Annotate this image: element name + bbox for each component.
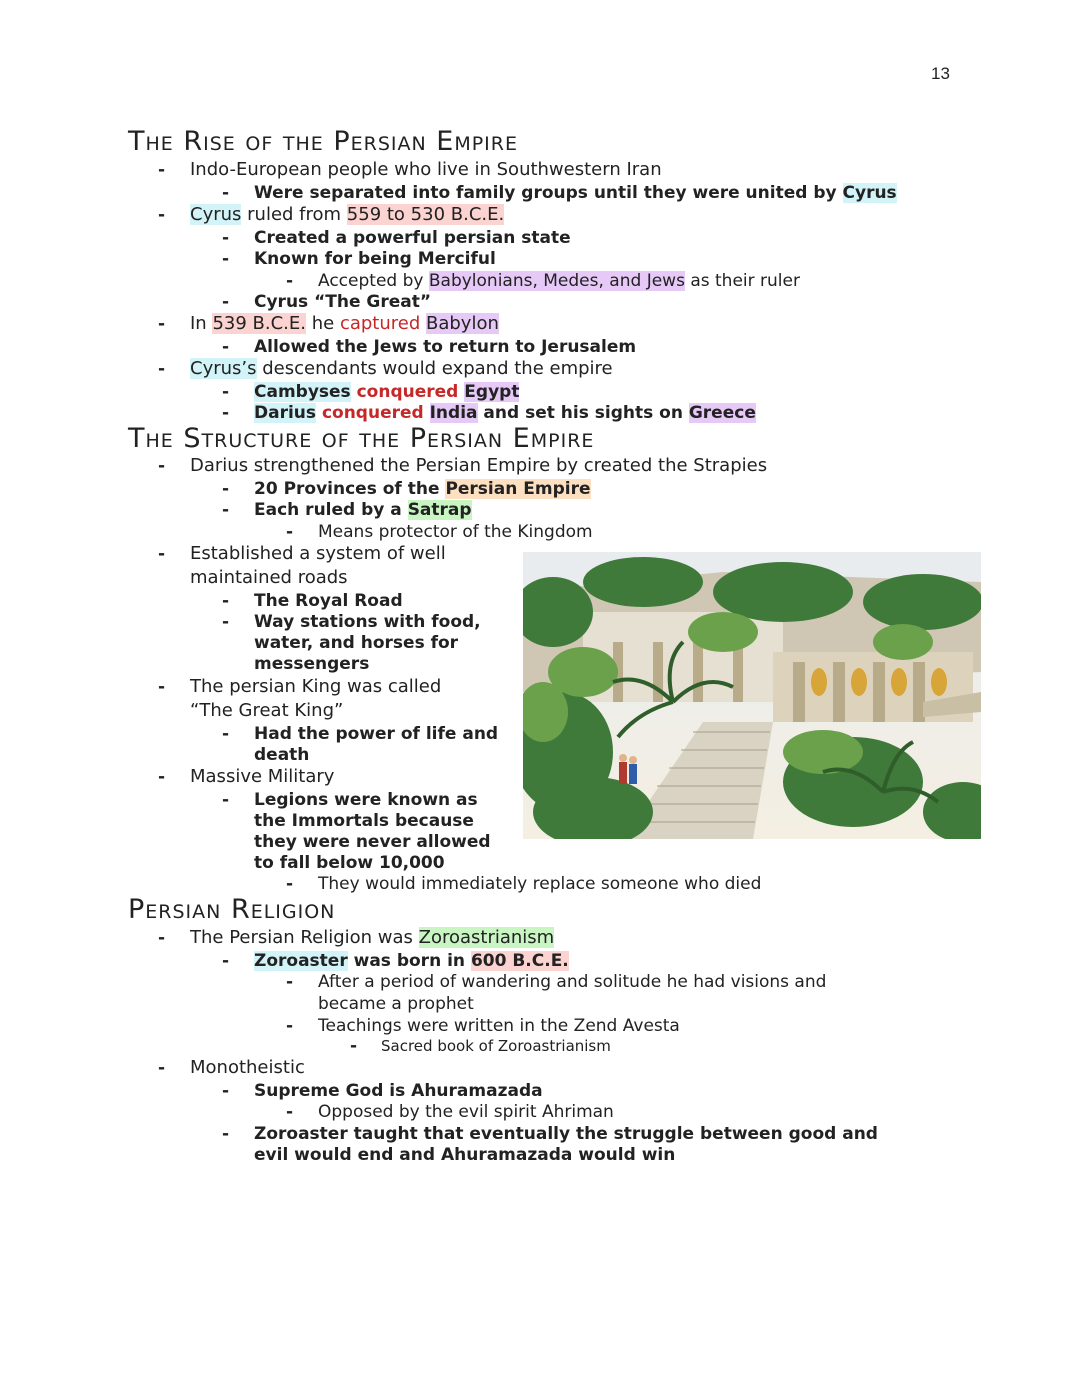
- highlight-cyrus: Cyrus: [190, 204, 242, 225]
- note-text: The Persian Religion was: [190, 927, 419, 948]
- bullet-dash: -: [222, 724, 230, 744]
- note-text: as their ruler: [684, 271, 800, 291]
- note-line: After a period of wandering and solitude he had visions and: [318, 972, 827, 992]
- bullet-dash: -: [286, 874, 294, 894]
- highlight-persian-empire: Persian Empire: [445, 479, 591, 499]
- note-line: Means protector of the Kingdom: [318, 522, 593, 542]
- bullet-dash: -: [158, 544, 166, 564]
- note-text: Were separated into family groups until they were united by: [254, 183, 843, 203]
- highlight-dates: 559 to 530 B.C.E.: [346, 204, 505, 225]
- bullet-dash: -: [222, 500, 230, 520]
- note-line: Supreme God is Ahuramazada: [254, 1081, 543, 1101]
- bullet-dash: -: [158, 314, 166, 334]
- bullet-dash: -: [158, 1058, 166, 1078]
- note-line: became a prophet: [318, 994, 474, 1014]
- highlight-cyrus: Cyrus’s: [190, 358, 257, 379]
- note-text: descendants would expand the empire: [256, 358, 613, 379]
- note-line: Allowed the Jews to return to Jerusalem: [254, 337, 637, 357]
- bullet-dash: -: [222, 337, 230, 357]
- bullet-dash: -: [222, 249, 230, 269]
- note-line: “The Great King”: [190, 700, 344, 721]
- heading-persian-religion: Persian Religion: [128, 894, 336, 925]
- note-line: [254, 499, 472, 521]
- note-text: 20 Provinces of the: [254, 479, 446, 499]
- bullet-dash: -: [222, 1081, 230, 1101]
- highlight-zoroaster: Zoroaster: [254, 951, 348, 971]
- note-text: and set his sights on: [477, 403, 689, 423]
- note-line: [318, 270, 800, 292]
- bullet-dash: -: [222, 790, 230, 810]
- red-text: conquered: [356, 382, 459, 402]
- note-line: Created a powerful persian state: [254, 228, 571, 248]
- note-line: Teachings were written in the Zend Avesta: [318, 1016, 680, 1036]
- note-line: [190, 927, 554, 949]
- note-line: [190, 313, 499, 335]
- note-line: They would immediately replace someone who died: [318, 874, 762, 894]
- note-line: water, and horses for: [254, 633, 459, 653]
- highlight-peoples: Babylonians, Medes, and Jews: [428, 271, 685, 291]
- bullet-dash: -: [158, 205, 166, 225]
- note-line: Sacred book of Zoroastrianism: [381, 1037, 611, 1055]
- bullet-dash: -: [286, 271, 294, 291]
- highlight-date: 600 B.C.E.: [470, 951, 569, 971]
- bullet-dash: -: [222, 951, 230, 971]
- bullet-dash: -: [222, 591, 230, 611]
- note-line: Zoroaster taught that eventually the struggle between good and: [254, 1124, 878, 1144]
- bullet-dash: -: [222, 1124, 230, 1144]
- bullet-dash: -: [350, 1036, 358, 1056]
- bullet-dash: -: [286, 1102, 294, 1122]
- bullet-dash: -: [222, 183, 230, 203]
- note-line: Known for being Merciful: [254, 249, 496, 269]
- note-line: they were never allowed: [254, 832, 491, 852]
- highlight-egypt: Egypt: [464, 382, 520, 402]
- note-line: The persian King was called: [190, 676, 442, 697]
- bullet-dash: -: [222, 382, 230, 402]
- highlight-greece: Greece: [688, 403, 756, 423]
- note-line: to fall below 10,000: [254, 853, 445, 873]
- page-number: 13: [931, 64, 950, 83]
- bullet-dash: -: [158, 677, 166, 697]
- note-line: [254, 381, 519, 403]
- note-line: Way stations with food,: [254, 612, 481, 632]
- bullet-dash: -: [158, 456, 166, 476]
- note-line: messengers: [254, 654, 370, 674]
- bullet-dash: -: [286, 522, 294, 542]
- note-line: Established a system of well: [190, 543, 446, 564]
- note-line: Opposed by the evil spirit Ahriman: [318, 1102, 614, 1122]
- bullet-dash: -: [158, 359, 166, 379]
- highlight-india: India: [429, 403, 478, 423]
- bullet-dash: -: [158, 928, 166, 948]
- note-line: The Royal Road: [254, 591, 403, 611]
- note-line: [254, 478, 591, 500]
- note-line: Indo-European people who live in Southwestern Iran: [190, 159, 662, 180]
- note-text: Each ruled by a: [254, 500, 408, 520]
- note-line: death: [254, 745, 310, 765]
- bullet-dash: -: [222, 228, 230, 248]
- highlight-cyrus: Cyrus: [842, 183, 897, 203]
- note-line: maintained roads: [190, 567, 348, 588]
- bullet-dash: -: [158, 767, 166, 787]
- highlight-cambyses: Cambyses: [254, 382, 351, 402]
- note-text: ruled from: [241, 204, 347, 225]
- note-line: Darius strengthened the Persian Empire by created the Strapies: [190, 455, 768, 476]
- note-line: Legions were known as: [254, 790, 478, 810]
- red-text: captured: [339, 313, 421, 334]
- highlight-date: 539 B.C.E.: [212, 313, 306, 334]
- note-line: the Immortals because: [254, 811, 474, 831]
- hanging-gardens-illustration: [523, 552, 981, 839]
- highlight-darius: Darius: [254, 403, 317, 423]
- note-text: Accepted by: [318, 271, 429, 291]
- highlight-satrap: Satrap: [407, 500, 472, 520]
- note-line: Had the power of life and: [254, 724, 499, 744]
- note-line: Cyrus “The Great”: [254, 292, 432, 312]
- bullet-dash: -: [222, 612, 230, 632]
- bullet-dash: -: [222, 292, 230, 312]
- note-line: [254, 950, 569, 972]
- note-line: [254, 402, 756, 424]
- bullet-dash: -: [158, 160, 166, 180]
- note-line: Massive Military: [190, 766, 335, 787]
- highlight-babylon: Babylon: [426, 313, 499, 334]
- bullet-dash: -: [222, 479, 230, 499]
- note-text: he: [306, 313, 340, 334]
- highlight-zoroastrianism: Zoroastrianism: [418, 927, 555, 948]
- note-text: was born in: [347, 951, 471, 971]
- heading-structure-of-persian-empire: The Structure of the Persian Empire: [128, 423, 595, 454]
- bullet-dash: -: [222, 403, 230, 423]
- bullet-dash: -: [286, 972, 294, 992]
- note-text: In: [190, 313, 213, 334]
- note-line: evil would end and Ahuramazada would win: [254, 1145, 676, 1165]
- bullet-dash: -: [286, 1016, 294, 1036]
- red-text: conquered: [321, 403, 424, 423]
- note-line: Monotheistic: [190, 1057, 305, 1078]
- heading-rise-of-persian-empire: The Rise of the Persian Empire: [128, 126, 518, 157]
- note-line: [254, 182, 897, 204]
- note-line: [190, 358, 613, 380]
- note-line: [190, 204, 504, 226]
